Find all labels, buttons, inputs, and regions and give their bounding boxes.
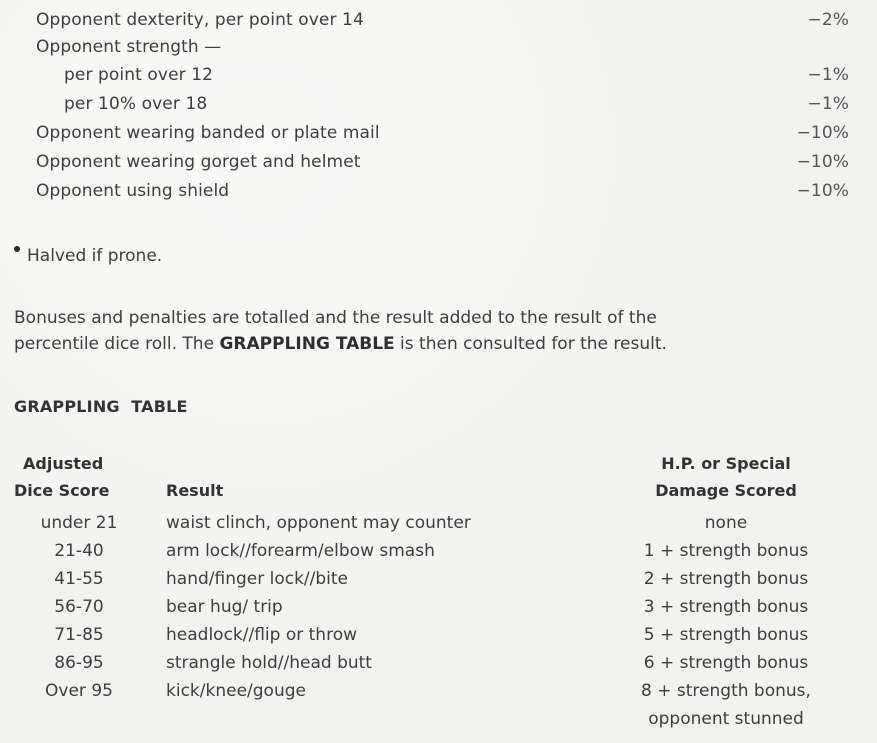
modifier-row — [0, 150, 877, 174]
modifier-value: −10% — [796, 123, 849, 143]
modifier-label: Opponent wearing banded or plate mail — [36, 123, 380, 143]
header-result: Result — [166, 481, 224, 500]
cell-damage: 6 + strength bonus — [643, 653, 809, 673]
cell-score: Over 95 — [45, 681, 113, 701]
paragraph-text: is then consulted for the result. — [394, 334, 667, 354]
header-dice-score — [14, 450, 144, 504]
modifier-row — [0, 92, 877, 116]
cell-damage: 5 + strength bonus — [643, 625, 809, 645]
modifier-value: −1% — [807, 65, 849, 85]
footnote — [14, 244, 162, 268]
cell-score: 21-40 — [54, 541, 104, 561]
table-title: GRAPPLING TABLE — [14, 397, 188, 416]
cell-damage: 3 + strength bonus — [643, 597, 809, 617]
cell-score: 71-85 — [54, 625, 104, 645]
modifier-row — [0, 8, 877, 32]
cell-damage: 8 + strength bonus, — [641, 681, 811, 701]
modifier-value: −1% — [807, 94, 849, 114]
modifier-value: −10% — [796, 152, 849, 172]
cell-score: 41-55 — [54, 569, 104, 589]
header-line: Adjusted — [23, 454, 104, 473]
cell-result: waist clinch, opponent may counter — [166, 513, 471, 533]
paragraph-line — [14, 331, 864, 357]
cell-result: hand/finger lock//bite — [166, 569, 349, 589]
paragraph-line: Bonuses and penalties are totalled and the result added to the result of the — [14, 308, 657, 328]
cell-score: 86-95 — [54, 653, 104, 673]
header-line: Dice Score — [14, 481, 110, 500]
modifier-row — [0, 179, 877, 203]
bullet-icon — [14, 246, 20, 252]
cell-damage: 2 + strength bonus — [643, 569, 809, 589]
paragraph-text: percentile dice roll. The — [14, 334, 220, 354]
table-reference: GRAPPLING TABLE — [219, 334, 395, 354]
cell-score: under 21 — [40, 513, 118, 533]
cell-damage: 1 + strength bonus — [643, 541, 809, 561]
modifier-label: per 10% over 18 — [64, 94, 208, 114]
modifier-label: per point over 12 — [64, 65, 214, 85]
header-line: H.P. or Special — [661, 454, 791, 473]
body-paragraph — [14, 305, 864, 357]
cell-result: kick/knee/gouge — [166, 681, 306, 701]
modifier-row — [0, 35, 877, 59]
modifier-label: Opponent using shield — [36, 181, 230, 201]
cell-damage: none — [704, 513, 748, 533]
modifier-label: Opponent dexterity, per point over 14 — [36, 10, 364, 30]
modifier-row — [0, 63, 877, 87]
cell-score: 56-70 — [54, 597, 104, 617]
cell-damage-continued: opponent stunned — [648, 709, 804, 729]
cell-result: bear hug/ trip — [166, 597, 283, 617]
modifier-label: Opponent wearing gorget and helmet — [36, 152, 361, 172]
cell-result: headlock//flip or throw — [166, 625, 357, 645]
cell-result: strangle hold//head butt — [166, 653, 372, 673]
modifier-value: −2% — [807, 10, 849, 30]
footnote-text: Halved if prone. — [27, 246, 163, 266]
cell-result: arm lock//forearm/elbow smash — [166, 541, 435, 561]
modifier-label: Opponent strength — — [36, 37, 222, 57]
header-damage — [600, 450, 852, 504]
modifier-value: −10% — [796, 181, 849, 201]
header-line: Damage Scored — [655, 481, 797, 500]
modifier-row — [0, 121, 877, 145]
